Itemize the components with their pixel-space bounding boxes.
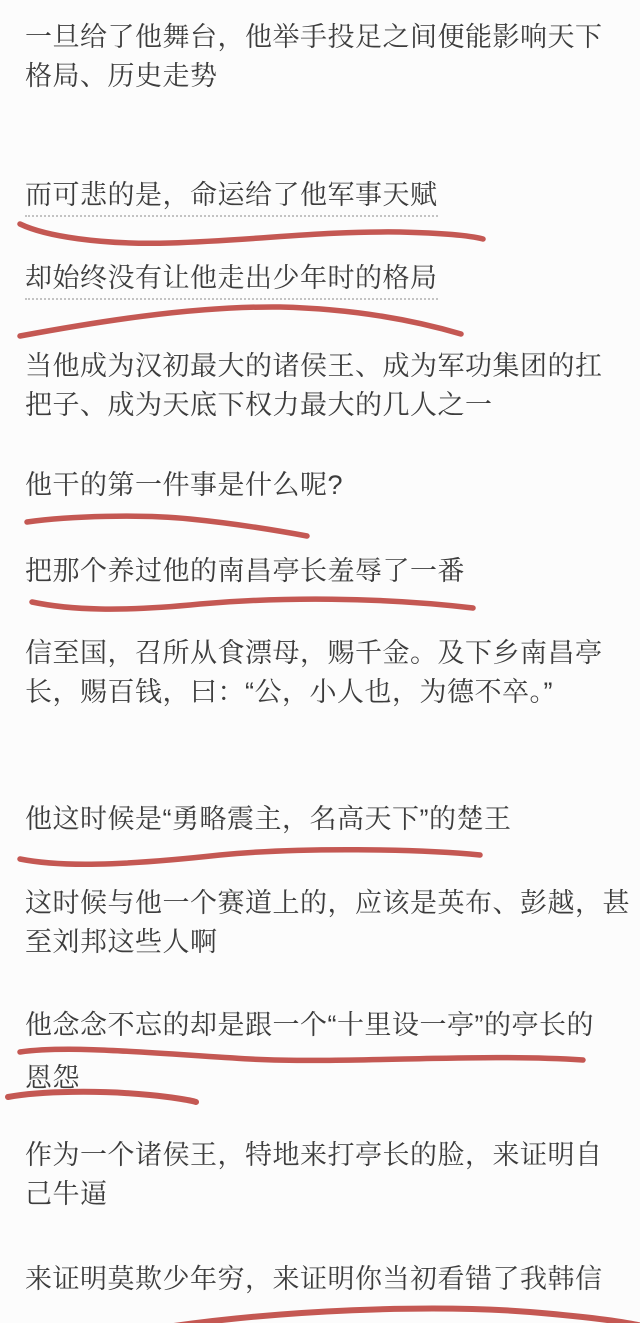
text-line — [25, 259, 619, 298]
red-marker-stroke — [20, 307, 461, 336]
text-line: 恩怨 — [25, 1063, 80, 1093]
paragraph-highlighted — [25, 552, 619, 591]
red-marker-stroke — [20, 224, 483, 243]
paragraph-highlighted — [25, 1006, 619, 1098]
text-line: 来证明莫欺少年穷，来证明你当初看错了我韩信 — [25, 1264, 603, 1294]
text-line: 他这时候是“勇略震主，名高天下”的楚王 — [25, 804, 512, 834]
text-line: 一旦给了他舞台，他举手投足之间便能影响天下 — [25, 22, 603, 52]
text-line: 他干的第一件事是什么呢? — [25, 470, 344, 500]
paragraph-highlighted — [25, 466, 619, 505]
text-line: 至刘邦这些人啊 — [25, 927, 218, 957]
text-line: 这时候与他一个赛道上的，应该是英布、彭越，甚 — [25, 888, 630, 918]
paragraph-highlighted — [25, 800, 619, 839]
paragraph — [25, 884, 630, 962]
text-line: 长，赐百钱，曰：“公，小人也，为德不卒。” — [25, 677, 553, 707]
text-line: 把那个养过他的南昌亭长羞辱了一番 — [25, 556, 465, 586]
paragraph-highlighted — [25, 259, 619, 298]
text-line: 信至国，召所从食漂母，赐千金。及下乡南昌亭 — [25, 638, 603, 668]
red-marker-stroke — [160, 1309, 640, 1323]
text-line: 他念念不忘的却是跟一个“十里设一亭”的亭长的 — [25, 1010, 594, 1040]
paragraph-quote — [25, 634, 619, 712]
paragraph-highlighted — [25, 176, 619, 215]
text-line — [25, 176, 619, 215]
red-marker-stroke — [20, 850, 480, 865]
text-line: 把子、成为天底下权力最大的几人之一 — [25, 390, 493, 420]
paragraph — [25, 1136, 619, 1214]
text-line: 当他成为汉初最大的诸侯王、成为军功集团的扛 — [25, 351, 603, 381]
paragraph — [25, 347, 619, 425]
dotted-underline-text: 却始终没有让他走出少年时的格局 — [25, 263, 438, 300]
red-marker-stroke — [32, 599, 473, 609]
paragraph — [25, 18, 619, 96]
dotted-underline-text: 而可悲的是，命运给了他军事天赋 — [25, 180, 438, 217]
red-marker-stroke — [27, 516, 307, 536]
paragraph-highlighted — [25, 1260, 619, 1299]
text-line: 格局、历史走势 — [25, 61, 218, 91]
text-line: 作为一个诸侯王，特地来打亭长的脸，来证明自 — [25, 1140, 603, 1170]
text-line: 己牛逼 — [25, 1179, 108, 1209]
